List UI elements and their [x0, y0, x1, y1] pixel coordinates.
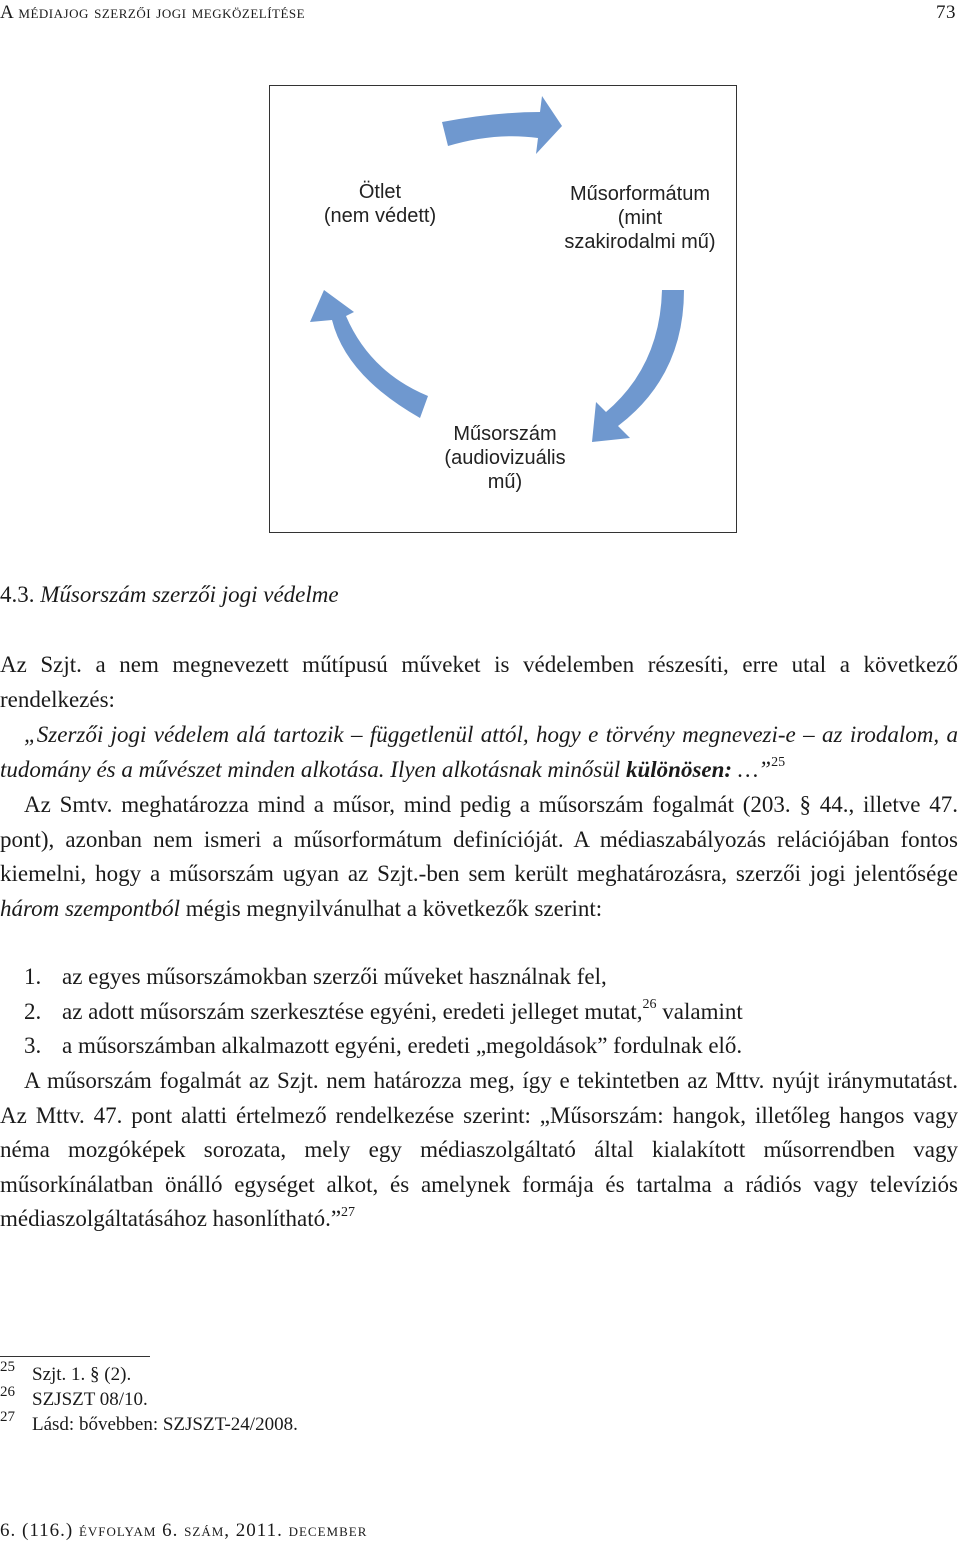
- arrow-format-to-programme: [592, 290, 684, 442]
- page-number: 73: [936, 2, 956, 23]
- footnote-text: SZJSZT 08/10.: [32, 1389, 148, 1410]
- section-heading: [0, 582, 339, 608]
- arrow-idea-to-format: [442, 96, 562, 154]
- footnote: [0, 1409, 600, 1437]
- emphasis-text: három szempontból: [0, 895, 180, 921]
- node-programme-format: Műsorformátum (mint szakirodalmi mű): [564, 183, 716, 253]
- section-title: Műsorszám szerzői jogi védelme: [40, 582, 339, 607]
- paragraph-definition: A műsorszám fogalmát az Szjt. nem határozza meg, így e tekintetben az Mttv. nyújt iránymutatást. Az Mttv. 47. pont alatti értelmező rendelkezése szerint: „Műsorszám: hangok, illetőleg hangos vagy néma mozgóképek sorozata, mely egy médiaszolgáltató által kialakított műsorrendben vagy műsorkínálatban önálló egységet alkot, és amelynek formája és tartalma a rádiós vagy televíziós médiaszolgáltatásához hasonlítható.”$^{27}$: [0, 1068, 958, 1232]
- running-footer: 6. (116.) évfolyam 6. szám, 2011. december: [0, 1520, 368, 1541]
- footnote-number: 26: [0, 1384, 15, 1400]
- criteria-list: [24, 960, 954, 1064]
- running-header: [0, 2, 960, 28]
- paragraph-quote: „Szerzői jogi védelem alá tartozik – függetlenül attól, hogy e törvény megnevezi-e – az irodalom, a tudomány és a művészet minden alkotása. Ilyen alkotásnak minősül különösen: …”$^{25}$: [0, 722, 958, 782]
- node-idea: Ötlet (nem védett): [323, 181, 437, 227]
- list-item: 2. az adott műsorszám szerkesztése egyéni, eredeti jelleget mutat,$^{26}$ valamint: [24, 996, 743, 1024]
- footnote-number: 27: [0, 1409, 15, 1425]
- paragraph-intro: Az Szjt. a nem megnevezett műtípusú műveket is védelemben részesíti, erre utal a következő rendelkezés:: [0, 652, 958, 712]
- cycle-diagram: [269, 85, 737, 533]
- running-header-title: A médiajog szerzői jogi megközelítése: [0, 2, 306, 23]
- footnote-text: Szjt. 1. § (2).: [32, 1364, 132, 1385]
- footnotes: [0, 1359, 600, 1437]
- node-programme: Műsorszám (audiovizuális mű): [444, 423, 566, 493]
- list-item: 1. az egyes műsorszámokban szerzői műveket használnak fel,: [24, 964, 607, 989]
- footnote: [0, 1384, 600, 1412]
- list-item: 3. a műsorszámban alkalmazott egyéni, eredeti „megoldások” fordulnak elő.: [24, 1033, 743, 1059]
- footnote-ref-26[interactable]: 26: [642, 996, 657, 1012]
- footnote: [0, 1359, 600, 1387]
- section-number: 4.3.: [0, 582, 35, 607]
- footnote-number: 25: [0, 1359, 15, 1375]
- paragraph-main: Az Smtv. meghatározza mind a műsor, mind pedig a műsorszám fogalmát (203. § 44., illetve 47. pont), azonban nem ismeri a műsorformátum definícióját. A médiaszabályozás relációjában fontos kiemelni, hogy a műsorszám ugyan az Szjt.-ben sem került meghatározásra, szerzői jogi jelentősége három szempontból mégis megnyilvánulhat a következők szerint:: [0, 792, 958, 921]
- footnote-ref-25[interactable]: 25: [771, 754, 786, 770]
- footnote-text: Lásd: bővebben: SZJSZT-24/2008.: [32, 1414, 298, 1435]
- footnote-divider: [0, 1356, 150, 1357]
- arrow-programme-to-idea: [310, 290, 428, 418]
- quote-bold-text: különösen:: [626, 756, 733, 782]
- footnote-ref-27[interactable]: 27: [341, 1204, 356, 1220]
